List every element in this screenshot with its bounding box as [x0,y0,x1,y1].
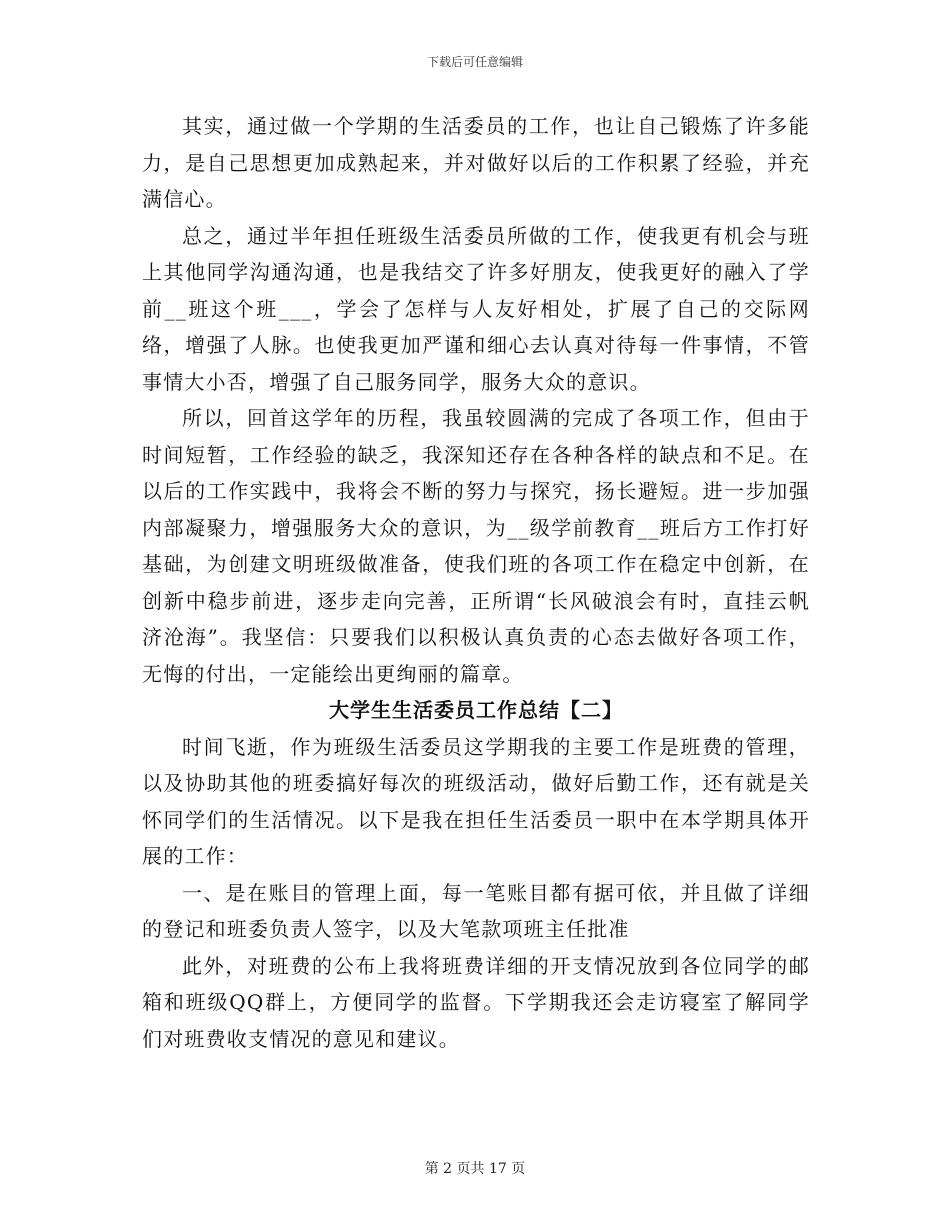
paragraph-2: 总之，通过半年担任班级生活委员所做的工作，使我更有机会与班上其他同学沟通沟通，也是我结交了许多好朋友，使我更好的融入了学前__班这个班___，学会了怎样与人友好相处，扩展了自己的交际网络，增强了人脉。也使我更加严谨和细心去认真对待每一件事情，不管事情大小否，增强了自己服务同学，服务大众的意识。 [142,223,810,394]
paragraph-3: 所以，回首这学年的历程，我虽较圆满的完成了各项工作，但由于时间短暂，工作经验的缺乏，我深知还存在各种各样的缺点和不足。在以后的工作实践中，我将会不断的努力与探究，扬长避短。进一步加强内部凝聚力，增强服务大众的意识，为__级学前教育__班后方工作打好基础，为创建文明班级做准备，使我们班的各项工作在稳定中创新，在创新中稳步前进，逐步走向完善，正所谓“长风破浪会有时，直挂云帆济沧海”。我坚信：只要我们以积极认真负责的心态去做好各项工作，无悔的付出，一定能绘出更绚丽的篇章。 [142,406,810,686]
paragraph-5: 一、是在账目的管理上面，每一笔账目都有据可依，并且做了详细的登记和班委负责人签字，以及大笔款项班主任批准 [142,880,810,941]
page-header: 下载后可任意编辑 [426,55,523,69]
section-heading: 大学生生活委员工作总结【二】 [329,698,623,722]
page-number: 第 2 页共 17 页 [424,1161,526,1177]
document-body [142,108,810,1057]
paragraph-4: 时间飞逝，作为班级生活委员这学期我的主要工作是班费的管理，以及协助其他的班委搞好每次的班级活动，做好后勤工作，还有就是关怀同学们的生活情况。以下是我在担任生活委员一职中在本学期具体开展的工作： [142,734,810,868]
paragraph-1: 其实，通过做一个学期的生活委员的工作，也让自己锻炼了许多能力，是自己思想更加成熟起来，并对做好以后的工作积累了经验，并充满信心。 [142,114,810,211]
paragraph-6: 此外，对班费的公布上我将班费详细的开支情况放到各位同学的邮箱和班级QQ群上，方便同学的监督。下学期我还会走访寝室了解同学们对班费收支情况的意见和建议。 [142,953,810,1051]
